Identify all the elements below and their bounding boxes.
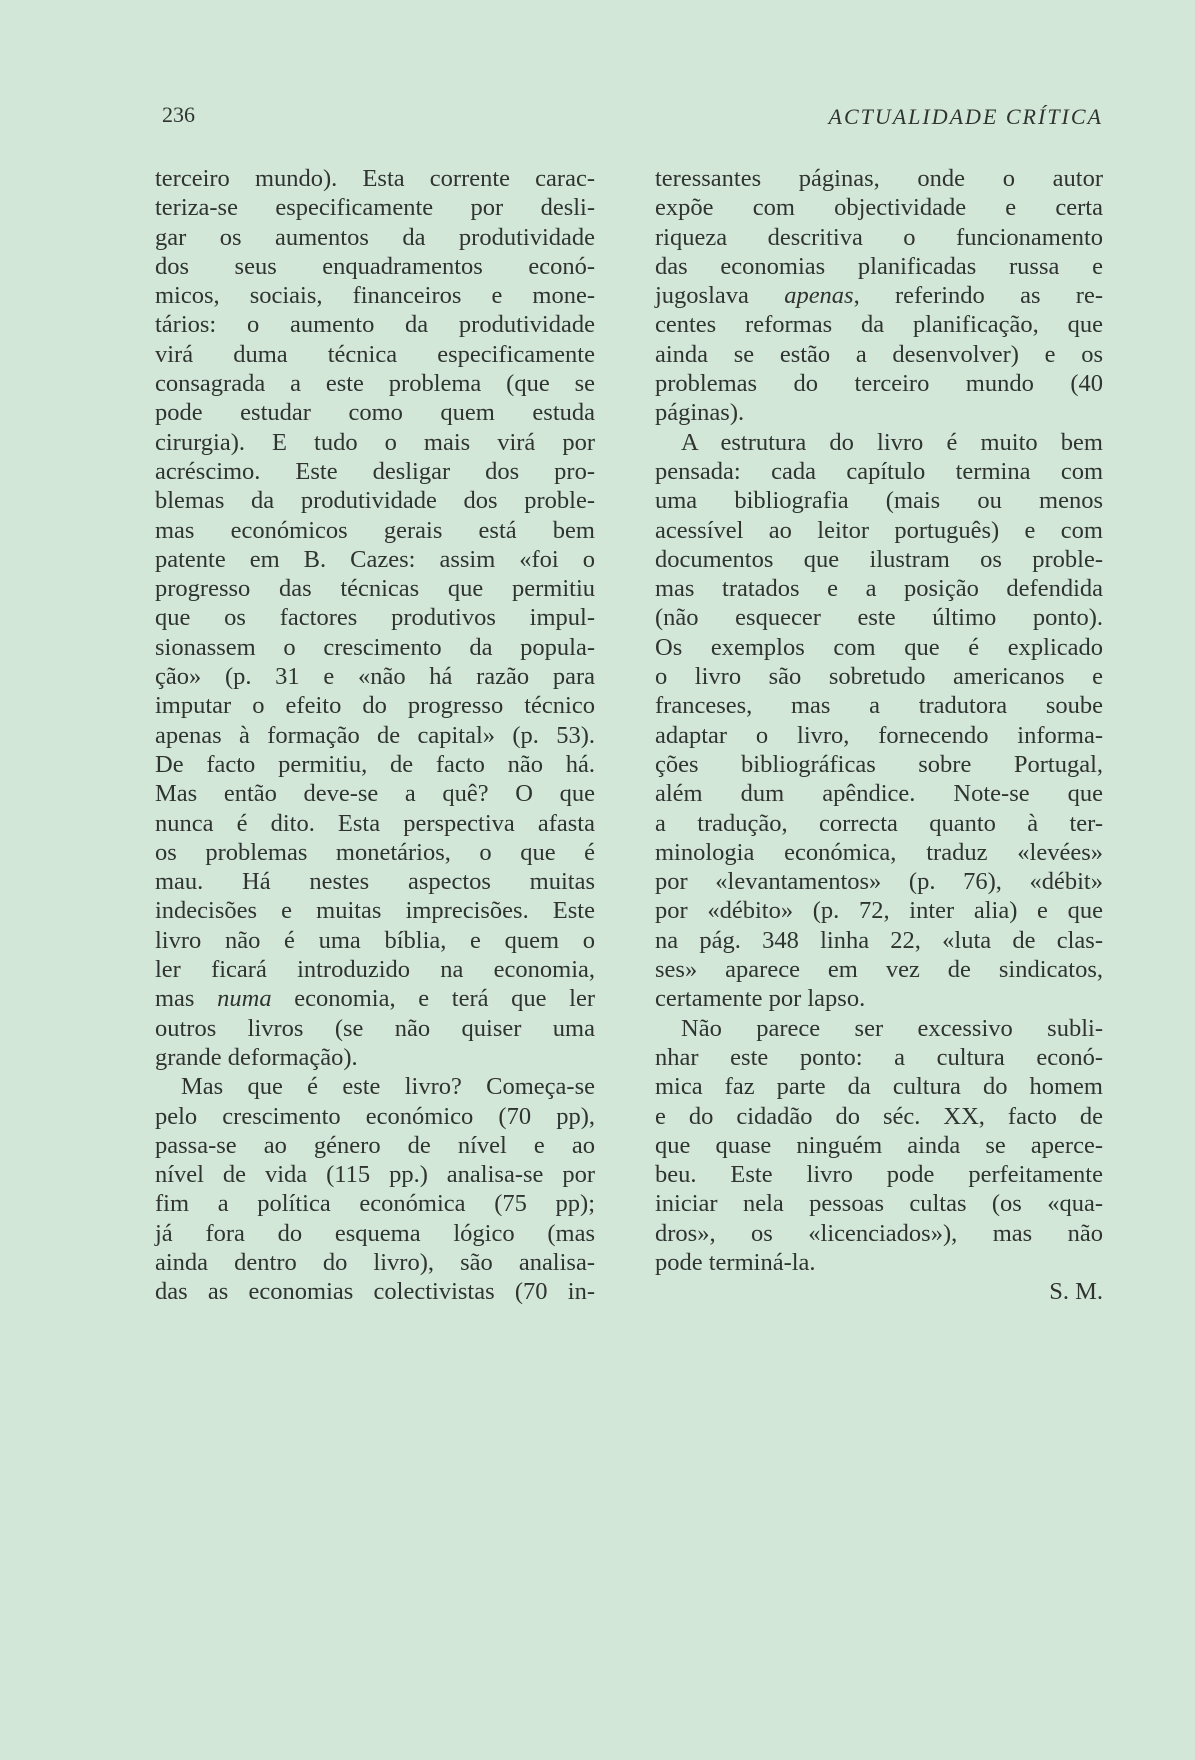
text-line: nhar este ponto: a cultura econó- (655, 1043, 1103, 1071)
text-line: teriza-se especificamente por desli- (155, 194, 595, 222)
text-line: ainda dentro do livro), são analisa- (155, 1248, 595, 1276)
text-line: pensada: cada capítulo termina com (655, 457, 1103, 485)
text-line: sionassem o crescimento da popula- (155, 633, 595, 661)
text-segment: jugoslava (655, 282, 785, 310)
text-line: passa-se ao género de nível e ao (155, 1131, 595, 1159)
text-line: mica faz parte da cultura do homem (655, 1073, 1103, 1101)
text-line: pode estudar como quem estuda (155, 399, 595, 427)
text-line: das as economias colectivistas (70 in- (155, 1278, 595, 1306)
text-line (655, 281, 1103, 310)
text-line: grande deformação). (155, 1043, 358, 1071)
text-line: mas tratados e a posição defendida (655, 575, 1103, 603)
text-segment: , referindo as re- (853, 282, 1103, 310)
text-line: progresso das técnicas que permitiu (155, 575, 595, 603)
text-line: pode terminá-la. (655, 1248, 816, 1276)
text-line: problemas do terceiro mundo (40 (655, 370, 1103, 398)
text-line: ções bibliográficas sobre Portugal, (655, 750, 1103, 778)
text-line: micos, sociais, financeiros e mone- (155, 282, 595, 310)
text-segment: mas (155, 985, 218, 1013)
text-line: já fora do esquema lógico (mas (155, 1219, 595, 1247)
text-line: beu. Este livro pode perfeitamente (655, 1161, 1103, 1189)
text-line: ção» (p. 31 e «não há razão para (155, 663, 595, 691)
italic-emphasis: numa (217, 985, 272, 1013)
text-line: virá duma técnica especificamente (155, 340, 595, 368)
text-line: iniciar nela pessoas cultas (os «qua- (655, 1190, 1103, 1218)
text-line: franceses, mas a tradutora soube (655, 692, 1103, 720)
text-line: tários: o aumento da produtividade (155, 311, 595, 339)
text-line: que os factores produtivos impul- (155, 604, 595, 632)
text-line: além dum apêndice. Note-se que (655, 780, 1103, 808)
text-line: fim a política económica (75 pp); (155, 1190, 595, 1218)
text-line: Os exemplos com que é explicado (655, 633, 1103, 661)
right-column (655, 164, 1103, 1307)
text-line: por «levantamentos» (p. 76), «débit» (655, 868, 1103, 896)
text-line: mau. Há nestes aspectos muitas (155, 868, 595, 896)
text-line: acréscimo. Este desligar dos pro- (155, 457, 595, 485)
text-line: acessível ao leitor português) e com (655, 516, 1103, 544)
text-line: nunca é dito. Esta perspectiva afasta (155, 809, 595, 837)
text-line: que quase ninguém ainda se aperce- (655, 1131, 1103, 1159)
text-line: ainda se estão a desenvolver) e os (655, 340, 1103, 368)
text-line: consagrada a este problema (que se (155, 370, 595, 398)
text-line: imputar o efeito do progresso técnico (155, 692, 595, 720)
text-line: De facto permitiu, de facto não há. (155, 750, 595, 778)
text-line (155, 984, 595, 1013)
text-segment: economia, e terá que ler (271, 985, 595, 1013)
paragraph-start-line: Não parece ser excessivo subli- (681, 1014, 1103, 1042)
text-line: apenas à formação de capital» (p. 53). (155, 721, 595, 749)
text-line: adaptar o livro, fornecendo informa- (655, 721, 1103, 749)
italic-emphasis: apenas (784, 282, 854, 310)
text-line: das economias planificadas russa e (655, 252, 1103, 280)
text-line: mas económicos gerais está bem (155, 516, 595, 544)
text-line: riqueza descritiva o funcionamento (655, 223, 1103, 251)
page-number: 236 (162, 102, 195, 127)
author-signature: S. M. (1049, 1278, 1103, 1306)
text-line: dros», os «licenciados»), mas não (655, 1219, 1103, 1247)
text-line: pelo crescimento económico (70 pp), (155, 1102, 595, 1130)
text-line: gar os aumentos da produtividade (155, 223, 595, 251)
text-line: dos seus enquadramentos econó- (155, 252, 595, 280)
paragraph-start-line: A estrutura do livro é muito bem (681, 428, 1103, 456)
text-line: documentos que ilustram os proble- (655, 545, 1103, 573)
text-line: blemas da produtividade dos proble- (155, 487, 595, 515)
text-line: uma bibliografia (mais ou menos (655, 487, 1103, 515)
text-line: outros livros (se não quiser uma (155, 1014, 595, 1042)
text-line: indecisões e muitas imprecisões. Este (155, 897, 595, 925)
text-line: os problemas monetários, o que é (155, 838, 595, 866)
text-line: centes reformas da planificação, que (655, 311, 1103, 339)
text-line: livro não é uma bíblia, e quem o (155, 926, 595, 954)
text-line: cirurgia). E tudo o mais virá por (155, 428, 595, 456)
text-line: o livro são sobretudo americanos e (655, 663, 1103, 691)
text-line: páginas). (655, 399, 745, 427)
text-line: Mas então deve-se a quê? O que (155, 780, 595, 808)
text-line: na pág. 348 linha 22, «luta de clas- (655, 926, 1103, 954)
text-line: por «débito» (p. 72, inter alia) e que (655, 897, 1103, 925)
text-line: (não esquecer este último ponto). (655, 604, 1103, 632)
text-line: e do cidadão do séc. XX, facto de (655, 1102, 1103, 1130)
paragraph-start-line: Mas que é este livro? Começa-se (181, 1073, 595, 1101)
text-line: terceiro mundo). Esta corrente carac- (155, 165, 595, 192)
text-line: a tradução, correcta quanto à ter- (655, 809, 1103, 837)
text-line: patente em B. Cazes: assim «foi o (155, 545, 595, 573)
left-column (155, 164, 595, 1307)
text-line: teressantes páginas, onde o autor (655, 165, 1103, 192)
text-line: ler ficará introduzido na economia, (155, 956, 595, 984)
text-line: minologia económica, traduz «levées» (655, 838, 1103, 866)
running-head: ACTUALIDADE CRÍTICA (828, 104, 1103, 129)
text-line: certamente por lapso. (655, 985, 866, 1013)
text-line: expõe com objectividade e certa (655, 194, 1103, 222)
text-line: ses» aparece em vez de sindicatos, (655, 956, 1103, 984)
text-line: nível de vida (115 pp.) analisa-se por (155, 1161, 595, 1189)
